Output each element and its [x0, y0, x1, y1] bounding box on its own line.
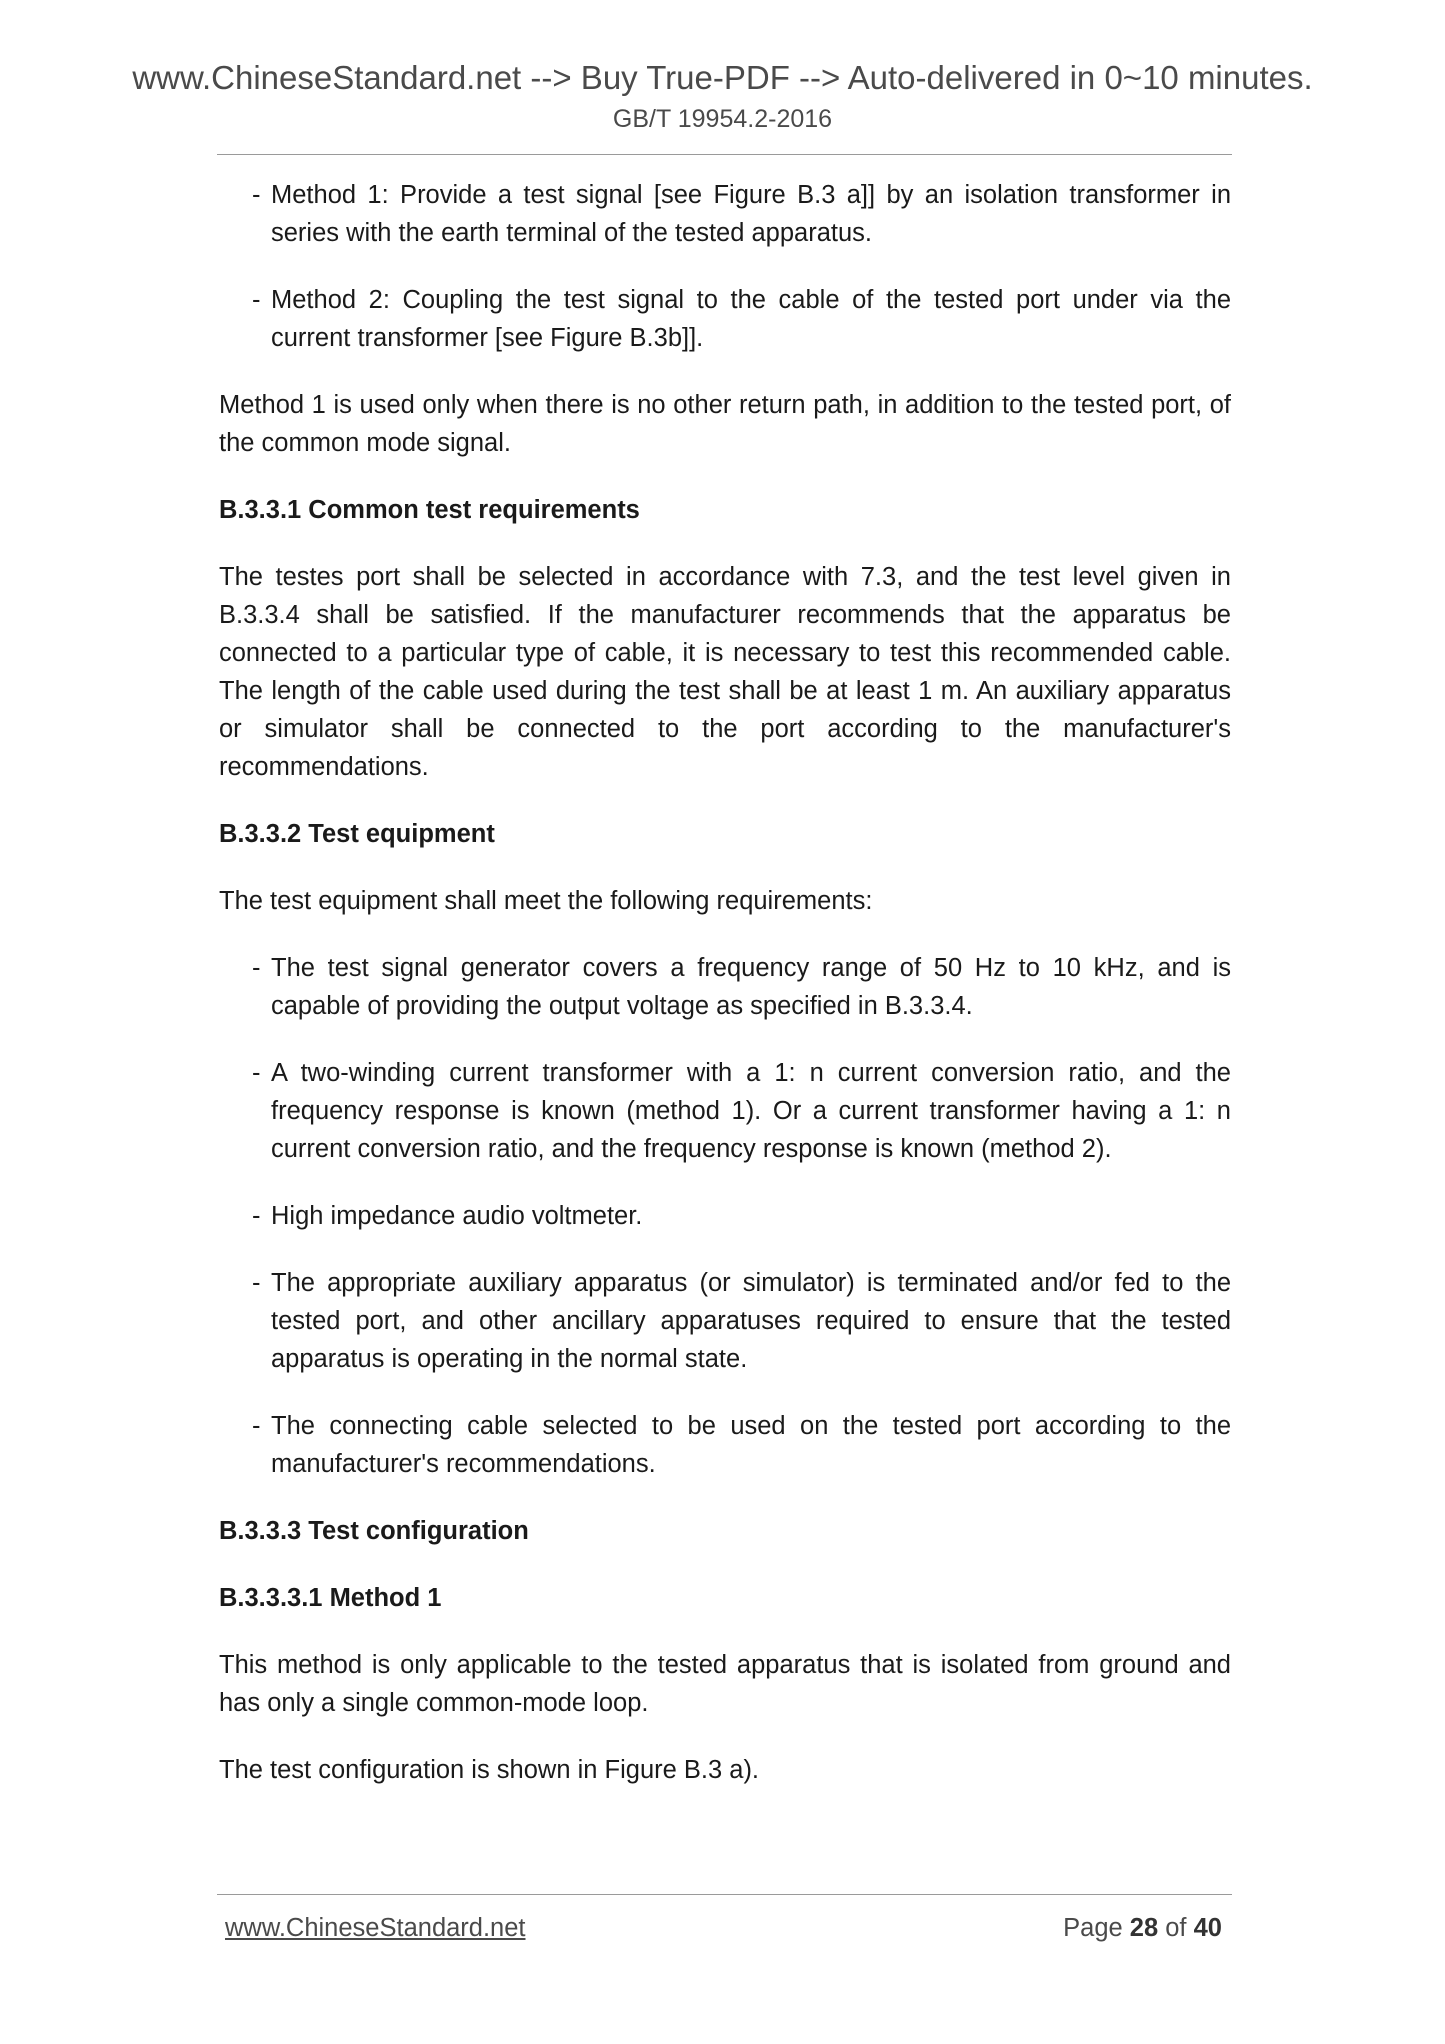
list-item: - Method 1: Provide a test signal [see Figure B.3 a]] by an isolation transformer in series with the earth terminal of the tested apparatus. [252, 181, 1231, 247]
page-of: of [1165, 1914, 1187, 1942]
header-banner: www.ChineseStandard.net --> Buy True-PDF --> Auto-delivered in 0~10 minutes. [132, 59, 1313, 96]
list-item-text: Method 1: Provide a test signal [see Figure B.3 a]] by an isolation transformer in series with the earth terminal of the tested apparatus. [271, 181, 1231, 247]
paragraph-method1-note: Method 1 is used only when there is no other return path, in addition to the tested port, of the common mode signal. [219, 391, 1231, 457]
footer-divider [217, 1894, 1232, 1895]
page-content [219, 176, 1231, 1818]
paragraph-config: The test configuration is shown in Figure B.3 a). [219, 1756, 760, 1784]
list-item: - High impedance audio voltmeter. [252, 1202, 643, 1230]
section-heading-b33331: B.3.3.3.1 Method 1 [219, 1584, 442, 1612]
list-item-text: High impedance audio voltmeter. [271, 1202, 643, 1230]
list-item: - The appropriate auxiliary apparatus (or simulator) is terminated and/or fed to the tested port, and other ancillary apparatuses required to ensure that the tested apparatus is operating in the normal state. [252, 1269, 1231, 1373]
document-number: GB/T 19954.2-2016 [612, 105, 833, 133]
list-item-text: Method 2: Coupling the test signal to the cable of the tested port under via the current transformer [see Figure B.3b]]. [271, 286, 1231, 352]
list-item: - A two-winding current transformer with a 1: n current conversion ratio, and the frequency response is known (method 1). Or a current transformer having a 1: n current conversion ratio, and the frequency response is known (method 2). [252, 1059, 1231, 1163]
list-item: - The connecting cable selected to be used on the tested port according to the manufacturer's recommendations. [252, 1412, 1231, 1478]
list-item: - Method 2: Coupling the test signal to the cable of the tested port under via the current transformer [see Figure B.3b]]. [252, 286, 1231, 352]
list-item: - The test signal generator covers a frequency range of 50 Hz to 10 kHz, and is capable of providing the output voltage as specified in B.3.3.4. [252, 954, 1231, 1020]
footer-site-link[interactable]: www.ChineseStandard.net [225, 1914, 526, 1942]
page-word: Page [1063, 1914, 1123, 1942]
paragraph-common-requirements: The testes port shall be selected in accordance with 7.3, and the test level given in B.3.3.4 shall be satisfied. If the manufacturer recommends that the apparatus be connected to a particular type of cable, it is necessary to test this recommended cable. The length of the cable used during the test shall be at least 1 m. An auxiliary apparatus or simulator shall be connected to the port according to the manufacturer's recommendations. [219, 563, 1231, 781]
paragraph-equipment-intro: The test equipment shall meet the following requirements: [219, 887, 873, 915]
page-current: 28 [1129, 1914, 1159, 1942]
list-item-text: The appropriate auxiliary apparatus (or simulator) is terminated and/or fed to the tested port, and other ancillary apparatuses required to ensure that the tested apparatus is operating in the normal state. [271, 1269, 1231, 1373]
section-heading-b3332: B.3.3.2 Test equipment [219, 820, 495, 848]
paragraph-method1-scope: This method is only applicable to the tested apparatus that is isolated from ground and has only a single common-mode loop. [219, 1651, 1231, 1717]
page-total: 40 [1193, 1914, 1222, 1942]
page-indicator [1063, 1914, 1222, 1943]
list-item-text: The test signal generator covers a frequency range of 50 Hz to 10 kHz, and is capable of providing the output voltage as specified in B.3.3.4. [271, 954, 1231, 1020]
list-item-text: A two-winding current transformer with a 1: n current conversion ratio, and the frequency response is known (method 1). Or a current transformer having a 1: n current conversion ratio, and the frequency response is known (method 2). [271, 1059, 1231, 1163]
section-heading-b3333: B.3.3.3 Test configuration [219, 1517, 529, 1545]
header-divider [217, 154, 1232, 155]
list-item-text: The connecting cable selected to be used on the tested port according to the manufacturer's recommendations. [271, 1412, 1231, 1478]
section-heading-b3331: B.3.3.1 Common test requirements [219, 496, 640, 524]
